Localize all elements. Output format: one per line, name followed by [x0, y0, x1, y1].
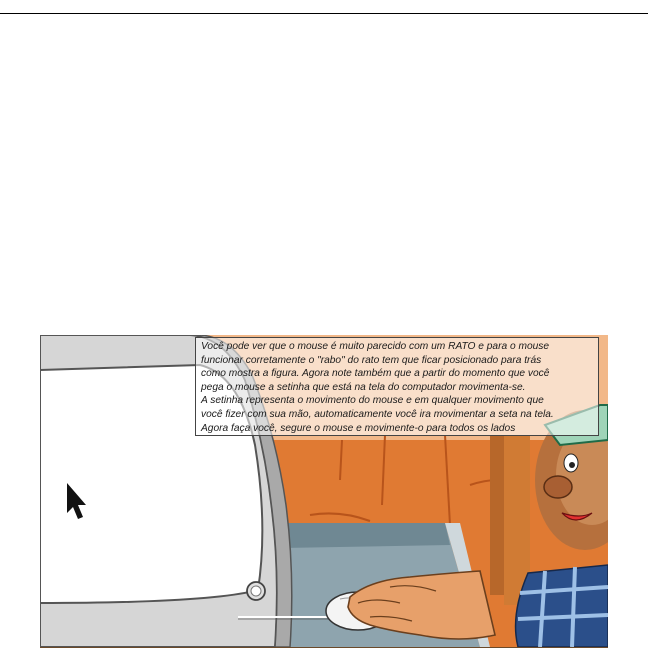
caption-line: A setinha representa o movimento do mouse e em qualquer movimento que: [201, 395, 544, 407]
door-frame: [490, 435, 504, 595]
caption-line: você fizer com sua mão, automaticamente você ira movimentar a seta na tela.: [201, 408, 554, 420]
caption-line: pega o mouse a setinha que está na tela do computador movimenta-se.: [201, 381, 526, 393]
caption-line: Agora faça você, segure o mouse e movimente-o para todos os lados: [201, 422, 516, 434]
character-nose: [544, 476, 572, 498]
instruction-caption: [195, 337, 599, 436]
power-button-center: [251, 586, 261, 596]
caption-line: Você pode ver que o mouse é muito parecido com um RATO e para o mouse: [201, 341, 550, 352]
caption-line: funcionar corretamente o "rabo" do rato tem que ficar posicionado para trás: [201, 354, 542, 366]
character-pupil: [569, 462, 575, 468]
header-rule: [0, 13, 648, 14]
mouse-tutorial-illustration: [40, 335, 608, 648]
caption-line: como mostra a figura. Agora note também que a partir do momento que você: [201, 368, 550, 380]
sleeve: [516, 565, 608, 647]
